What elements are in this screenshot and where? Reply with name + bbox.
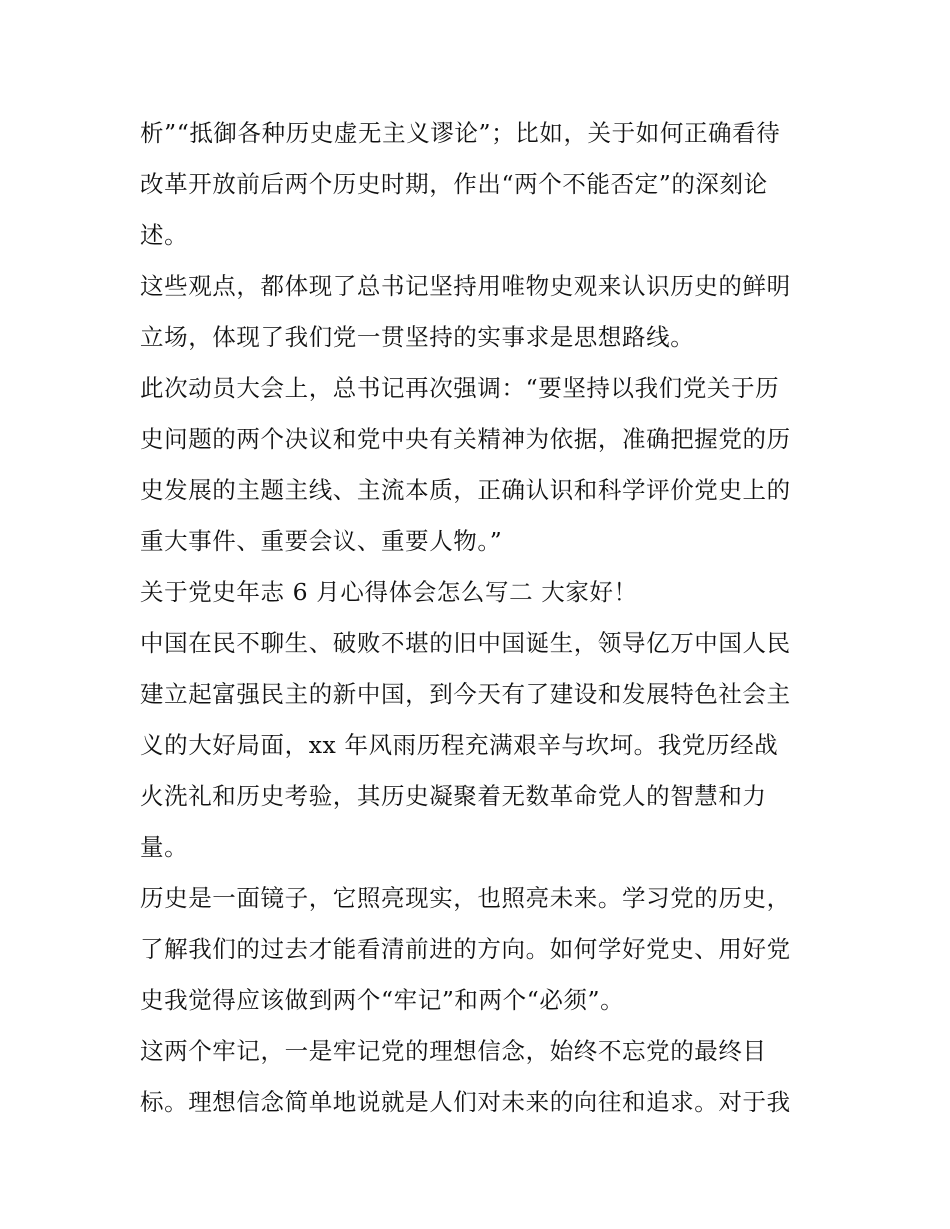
text-line: 中国在民不聊生、破败不堪的旧中国诞生，领导亿万中国人民 — [140, 629, 791, 657]
text-line: 这两个牢记，一是牢记党的理想信念，始终不忘党的最终目 — [140, 1037, 767, 1065]
text-line: 立场，体现了我们党一贯坚持的实事求是思想路线。 — [140, 323, 695, 351]
text-line: 火洗礼和历史考验，其历史凝聚着无数革命党人的智慧和力 — [140, 782, 767, 810]
text-line: 了解我们的过去才能看清前进的方向。如何学好党史、用好党 — [140, 935, 791, 963]
text-line: 此次动员大会上，总书记再次强调：“要坚持以我们党关于历 — [140, 374, 780, 402]
text-line: 重大事件、重要会议、重要人物。” — [140, 527, 503, 555]
text-line: 史发展的主题主线、主流本质，正确认识和科学评价党史上的 — [140, 476, 791, 504]
text-line: 史问题的两个决议和党中央有关精神为依据，准确把握党的历 — [140, 425, 791, 453]
text-line: 这些观点，都体现了总书记坚持用唯物史观来认识历史的鲜明 — [140, 272, 791, 300]
text-line: 量。 — [140, 833, 189, 861]
text-line: 建立起富强民主的新中国，到今天有了建设和发展特色社会主 — [140, 680, 791, 708]
text-line: 析”“抵御各种历史虚无主义谬论”；比如，关于如何正确看待 — [140, 119, 781, 147]
text-line: 史我觉得应该做到两个“牢记”和两个“必须”。 — [140, 986, 625, 1014]
text-line: 述。 — [140, 221, 189, 249]
text-line: 义的大好局面，xx 年风雨历程充满艰辛与坎坷。我党历经战 — [140, 731, 779, 759]
text-line: 改革开放前后两个历史时期，作出“两个不能否定”的深刻论 — [140, 170, 768, 198]
text-line: 历史是一面镜子，它照亮现实，也照亮未来。学习党的历史， — [140, 884, 791, 912]
document-body — [140, 108, 820, 1128]
section-heading: 关于党史年志 6 月心得体会怎么写二 大家好！ — [140, 578, 638, 606]
text-line: 标。理想信念简单地说就是人们对未来的向往和追求。对于我 — [140, 1088, 791, 1116]
